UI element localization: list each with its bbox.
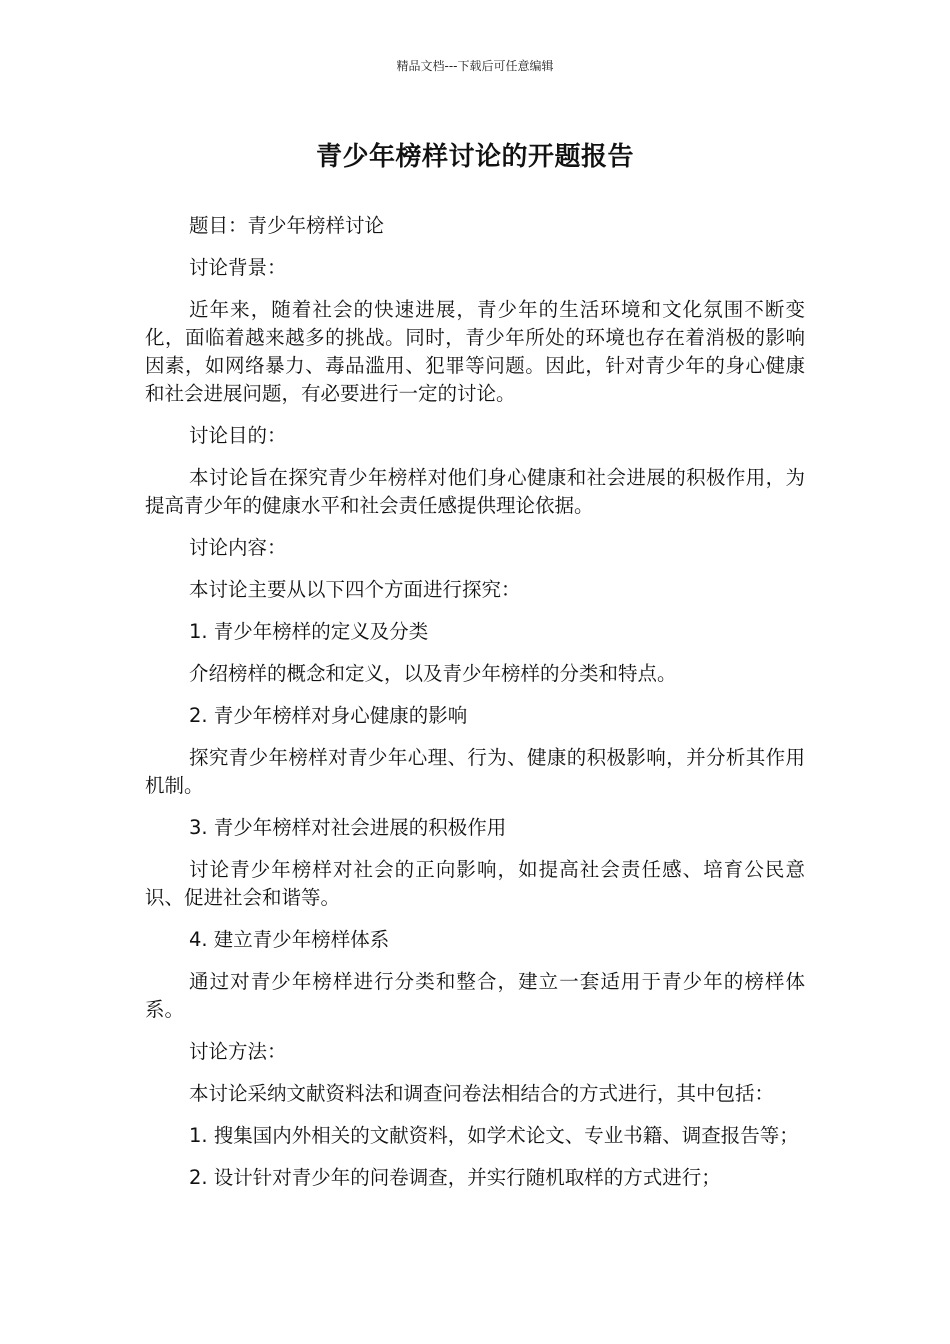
content-item-4-text: 通过对青少年榜样进行分类和整合，建立一套适用于青少年的榜样体系。: [145, 970, 805, 1021]
content-item-1-title: 1. 青少年榜样的定义及分类: [189, 620, 429, 643]
section-heading-purpose: 讨论目的：: [189, 424, 287, 447]
page-header-note: 精品文档---下载后可任意编辑: [396, 59, 554, 73]
content-intro: 本讨论主要从以下四个方面进行探究：: [189, 578, 521, 601]
content-item-2-title: 2. 青少年榜样对身心健康的影响: [189, 704, 468, 727]
method-item-1: 1. 搜集国内外相关的文献资料，如学术论文、专业书籍、调查报告等；: [189, 1124, 799, 1147]
method-intro: 本讨论采纳文献资料法和调查问卷法相结合的方式进行，其中包括：: [189, 1082, 775, 1105]
document-title: 青少年榜样讨论的开题报告: [315, 142, 634, 172]
method-item-2: 2. 设计针对青少年的问卷调查，并实行随机取样的方式进行；: [189, 1166, 721, 1189]
background-paragraph: 近年来，随着社会的快速进展，青少年的生活环境和文化氛围不断变化，面临着越来越多的挑战。同时，青少年所处的环境也存在着消极的影响因素，如网络暴力、毒品滥用、犯罪等问题。因此，针对青少年的身心健康和社会进展问题，有必要进行一定的讨论。: [145, 298, 805, 405]
section-heading-content: 讨论内容：: [189, 536, 287, 559]
section-heading-background: 讨论背景：: [189, 256, 287, 279]
content-item-1-text: 介绍榜样的概念和定义，以及青少年榜样的分类和特点。: [189, 662, 677, 685]
content-item-4-title: 4. 建立青少年榜样体系: [189, 928, 390, 951]
purpose-paragraph: 本讨论旨在探究青少年榜样对他们身心健康和社会进展的积极作用，为提高青少年的健康水平和社会责任感提供理论依据。: [145, 466, 805, 517]
content-item-3-text: 讨论青少年榜样对社会的正向影响，如提高社会责任感、培育公民意识、促进社会和谐等。: [145, 858, 805, 909]
document-body: [145, 212, 805, 1206]
content-item-3-title: 3. 青少年榜样对社会进展的积极作用: [189, 816, 507, 839]
topic-line: 题目：青少年榜样讨论: [189, 214, 385, 237]
content-item-2-text: 探究青少年榜样对青少年心理、行为、健康的积极影响，并分析其作用机制。: [145, 746, 805, 797]
section-heading-method: 讨论方法：: [189, 1040, 287, 1063]
